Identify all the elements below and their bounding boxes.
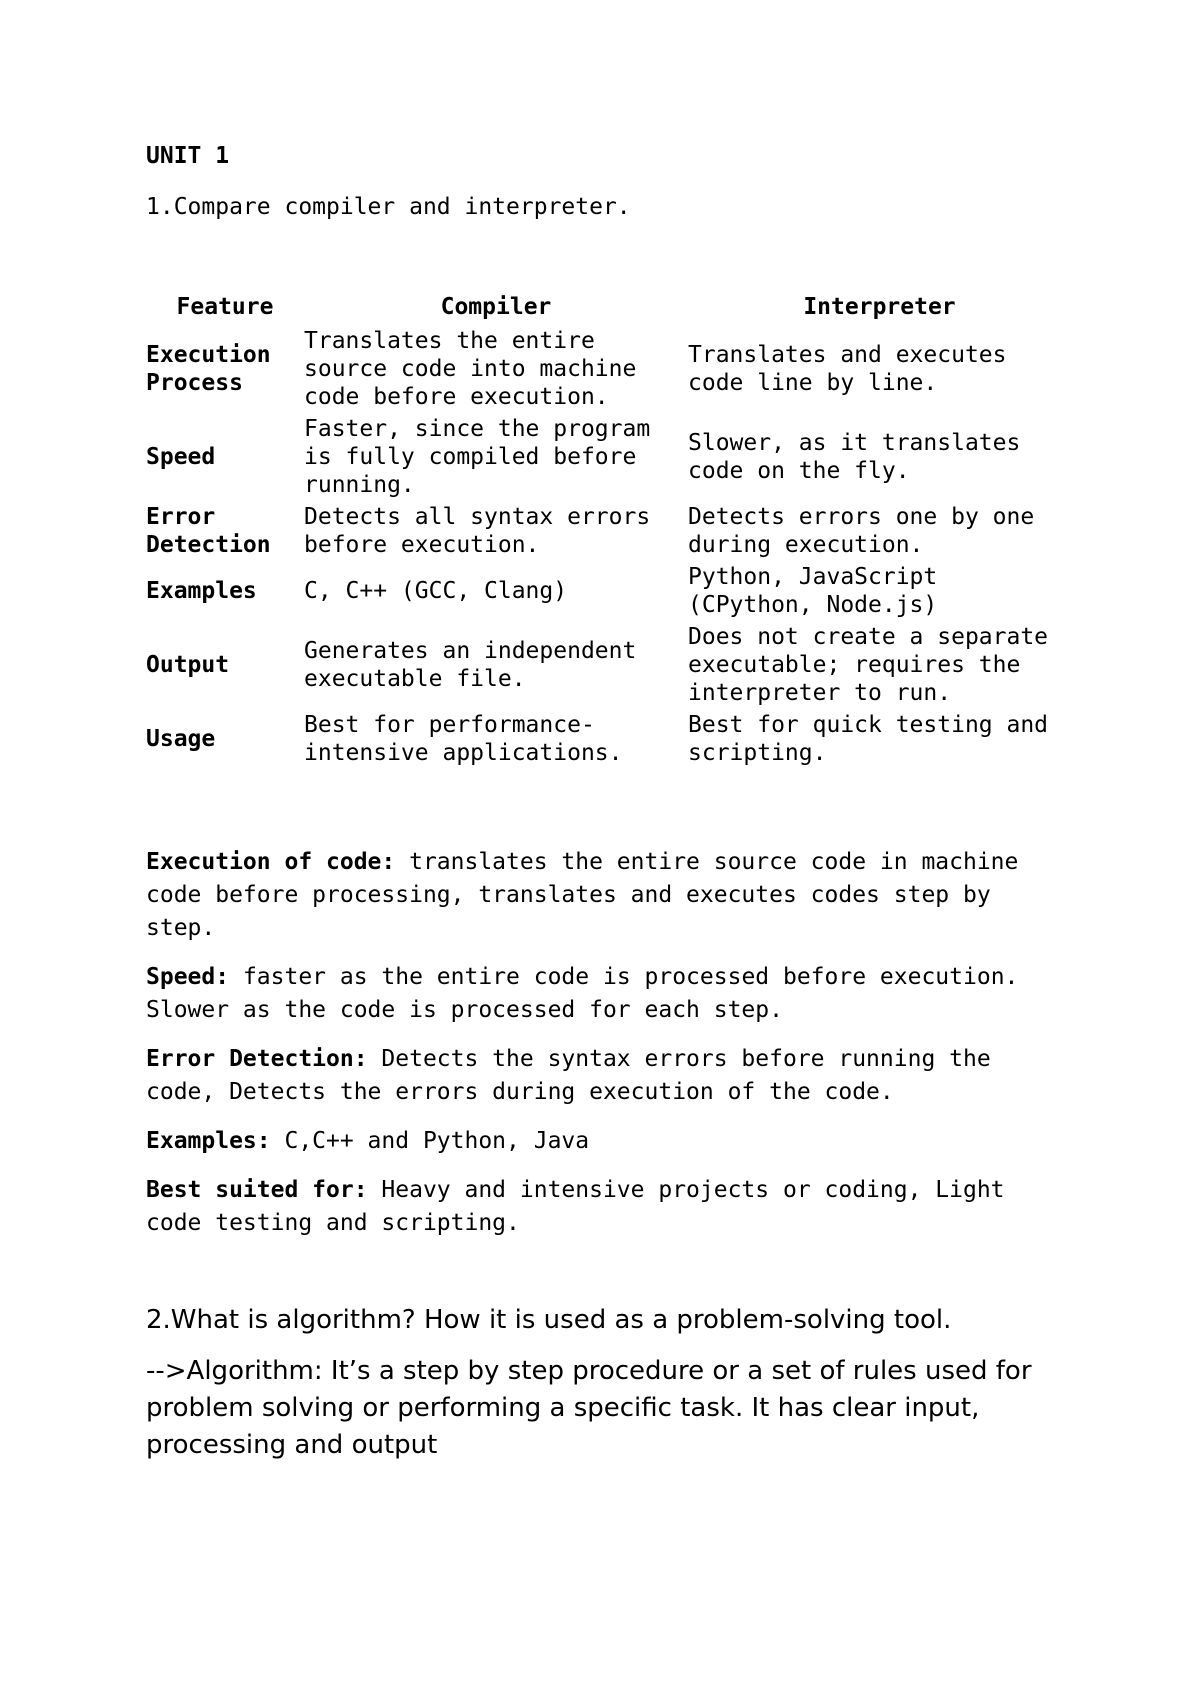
comparison-notes (146, 846, 1066, 1256)
compiler-cell: Translates the entire source code into machine code before execution. (304, 328, 637, 410)
interpreter-cell: Does not create a separate executable; requires the interpreter to run. (688, 624, 1049, 706)
interpreter-cell: Best for quick testing and scripting. (688, 712, 1049, 766)
table-header-row (146, 293, 1071, 325)
question-2-section (146, 1302, 1066, 1478)
feature-cell: Output (146, 652, 230, 678)
note-paragraph (146, 961, 1066, 1027)
note-paragraph (146, 846, 1066, 945)
header-interpreter: Interpreter (803, 294, 956, 320)
feature-cell: Error Detection (146, 504, 271, 558)
note-paragraph (146, 1043, 1066, 1109)
compiler-cell: Faster, since the program is fully compiled before running. (304, 416, 651, 498)
note-text: translates the entire source code in machine code before processing, translates and executes codes step by step. (146, 849, 1019, 941)
header-compiler: Compiler (440, 294, 552, 320)
table-row (146, 413, 1071, 501)
table-row (146, 621, 1071, 709)
note-label: Error Detection: (146, 1046, 368, 1072)
compiler-cell: Generates an independent executable file. (304, 638, 637, 692)
feature-cell: Speed (146, 444, 216, 470)
table-row (146, 501, 1071, 561)
interpreter-cell: Translates and executes code line by line. (688, 342, 1007, 396)
table-row (146, 709, 1071, 769)
question-1-heading: 1.Compare compiler and interpreter. (146, 194, 631, 220)
table-row (146, 325, 1071, 413)
feature-cell: Execution Process (146, 342, 271, 396)
comparison-table (146, 293, 1071, 769)
interpreter-cell: Python, JavaScript (CPython, Node.js) (688, 564, 938, 618)
compiler-cell: Detects all syntax errors before execution. (304, 504, 651, 558)
compiler-cell: C, C++ (GCC, Clang) (304, 578, 568, 604)
note-paragraph (146, 1174, 1066, 1240)
interpreter-cell: Slower, as it translates code on the fly. (688, 430, 1021, 484)
header-feature: Feature (176, 294, 274, 320)
table-row (146, 561, 1071, 621)
note-text: C,C++ and Python, Java (270, 1128, 590, 1154)
note-text: faster as the entire code is processed before execution. Slower as the code is processed for each step. (146, 964, 1019, 1023)
note-label: Execution of code: (146, 849, 396, 875)
compiler-cell: Best for performance-intensive applications. (304, 712, 623, 766)
note-label: Best suited for: (146, 1177, 368, 1203)
question-2-heading: 2.What is algorithm? How it is used as a problem-solving tool. (146, 1305, 952, 1335)
note-label: Examples: (146, 1128, 271, 1154)
feature-cell: Examples (146, 578, 257, 604)
interpreter-cell: Detects errors one by one during execution. (688, 504, 1035, 558)
note-text: Heavy and intensive projects or coding, Light code testing and scripting. (146, 1177, 1005, 1236)
note-paragraph (146, 1125, 1066, 1158)
question-2-answer: -->Algorithm: It’s a step by step procedure or a set of rules used for problem solving or performing a specific task. It has clear input, processing and output (146, 1356, 1032, 1460)
unit-title: UNIT 1 (146, 143, 230, 169)
note-text: Detects the syntax errors before running the code, Detects the errors during execution of the code. (146, 1046, 991, 1105)
feature-cell: Usage (146, 726, 216, 752)
note-label: Speed: (146, 964, 230, 990)
